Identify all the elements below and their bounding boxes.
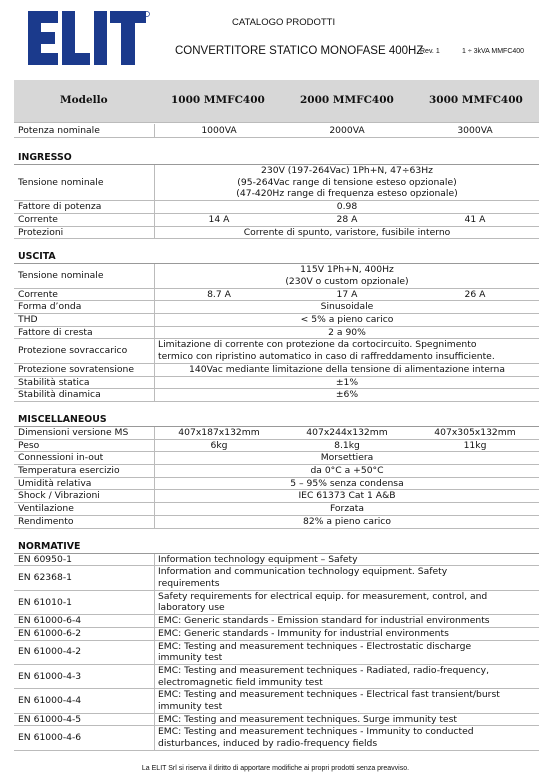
table-row xyxy=(14,689,539,713)
table-row xyxy=(14,554,539,567)
row-label: Protezione sovraccarico xyxy=(14,339,155,362)
cell: < 5% a pieno carico xyxy=(300,314,394,326)
product-code: 1 ÷ 3kVA MMFC400 xyxy=(462,48,525,55)
cell: 0.98 xyxy=(336,201,358,213)
table-row xyxy=(14,641,539,665)
table-row xyxy=(14,314,539,327)
table-row xyxy=(14,628,539,641)
table-row xyxy=(14,339,539,363)
table-row xyxy=(14,478,539,491)
cell: Limitazione di corrente con protezione da cortocircuito. Spegnimento xyxy=(158,339,477,351)
standard-code: EN 62368-1 xyxy=(14,566,155,589)
cell: Corrente di spunto, varistore, fusibile interno xyxy=(243,226,451,238)
standard-description xyxy=(155,641,539,664)
cell: 115V 1Ph+N, 400Hz xyxy=(300,264,394,276)
row-label: Corrente xyxy=(14,214,155,226)
row-label: Ventilazione xyxy=(14,503,155,515)
table-row xyxy=(14,665,539,689)
table-row xyxy=(14,452,539,465)
standard-code: EN 61010-1 xyxy=(14,591,155,614)
row-label: Temperatura esercizio xyxy=(14,465,155,477)
table-row xyxy=(14,214,539,227)
cell: disturbances, induced by radio-frequency fields xyxy=(158,738,378,750)
cell: 2 a 90% xyxy=(328,326,366,338)
row-label: Stabilità dinamica xyxy=(14,389,155,401)
cell: ±1% xyxy=(335,376,359,388)
row-label: Shock / Vibrazioni xyxy=(14,490,155,502)
cell: immunity test xyxy=(158,652,223,664)
cell: EMC: Testing and measurement techniques - Immunity to conducted xyxy=(158,726,474,738)
row-label: Protezioni xyxy=(14,227,155,239)
table-row xyxy=(14,389,539,402)
row-label: Dimensioni versione MS xyxy=(14,427,155,439)
table-row xyxy=(14,301,539,314)
cell: requirements xyxy=(158,577,220,589)
section-title-ingresso: INGRESSO xyxy=(14,152,539,165)
cell: da 0°C a +50°C xyxy=(310,465,384,477)
cell: 11kg xyxy=(463,439,487,451)
section-title-normative: NORMATIVE xyxy=(14,541,539,554)
cell: 140Vac mediante limitazione della tensione di alimentazione interna xyxy=(189,363,505,375)
cell: EMC: Generic standards - Emission standard for industrial environments xyxy=(158,615,490,627)
spec-table xyxy=(14,122,539,751)
row-label: Protezione sovratensione xyxy=(14,364,155,376)
table-row xyxy=(14,165,539,201)
table-row xyxy=(14,465,539,478)
cell: Forzata xyxy=(329,503,365,515)
table-row xyxy=(14,124,539,138)
standard-description xyxy=(155,615,539,627)
table-row xyxy=(14,516,539,529)
cell: 26 A xyxy=(464,288,486,300)
normative-list xyxy=(14,554,539,751)
row-label: Fattore di cresta xyxy=(14,327,155,339)
cell: 28 A xyxy=(336,213,358,225)
section-title-uscita: USCITA xyxy=(14,251,539,264)
cell: (47-420Hz range di frequenza esteso opzionale) xyxy=(236,188,458,200)
table-row xyxy=(14,566,539,590)
model-2: 2000 MMFC400 xyxy=(300,94,394,106)
cell: ±6% xyxy=(335,389,359,401)
cell: 407x244x132mm xyxy=(306,426,388,438)
row-label: Rendimento xyxy=(14,516,155,528)
standard-description xyxy=(155,554,539,566)
standard-code: EN 61000-4-6 xyxy=(14,726,155,749)
standard-code: EN 61000-4-5 xyxy=(14,714,155,726)
catalog-label: CATALOGO PRODOTTI xyxy=(232,17,336,28)
cell: Information and communication technology equipment. Safety xyxy=(158,566,448,578)
table-row xyxy=(14,327,539,340)
table-row xyxy=(14,227,539,240)
standard-code: EN 61000-6-4 xyxy=(14,615,155,627)
cell: 1000VA xyxy=(201,125,237,136)
standard-code: EN 61000-4-2 xyxy=(14,641,155,664)
table-row xyxy=(14,490,539,503)
cell: IEC 61373 Cat 1 A&B xyxy=(298,490,396,502)
table-row xyxy=(14,714,539,727)
cell: Information technology equipment – Safety xyxy=(158,553,358,565)
section-title-misc: MISCELLANEOUS xyxy=(14,414,539,427)
table-row xyxy=(14,427,539,440)
cell: Safety requirements for electrical equip. for measurement, control, and xyxy=(158,590,488,602)
cell: Sinusoidale xyxy=(320,301,374,313)
table-row xyxy=(14,201,539,214)
cell: 407x305x132mm xyxy=(434,426,516,438)
standard-code: EN 61000-6-2 xyxy=(14,628,155,640)
cell: 8.7 A xyxy=(207,288,231,300)
row-label: Tensione nominale xyxy=(14,264,155,287)
standard-description xyxy=(155,628,539,640)
standard-code: EN 61000-4-3 xyxy=(14,665,155,688)
standard-description xyxy=(155,566,539,589)
table-row xyxy=(14,289,539,302)
row-label: Forma d’onda xyxy=(14,301,155,313)
cell: electromagnetic field immunity test xyxy=(158,676,323,688)
row-label: Umidità relativa xyxy=(14,478,155,490)
standard-description xyxy=(155,726,539,749)
cell: EMC: Testing and measurement techniques - Radiated, radio-frequency, xyxy=(158,664,490,676)
table-row xyxy=(14,615,539,628)
cell: 17 A xyxy=(336,288,358,300)
footer-note: La ELIT Srl si riserva il diritto di apportare modifiche ai propri prodotti senza preavviso. xyxy=(141,765,410,772)
document-title: CONVERTITORE STATICO MONOFASE 400HZ xyxy=(175,45,424,57)
row-label: Stabilità statica xyxy=(14,377,155,389)
cell: 2000VA xyxy=(329,125,365,136)
elit-logo xyxy=(28,11,150,65)
row-label: Connessioni in-out xyxy=(14,452,155,464)
row-label: Tensione nominale xyxy=(14,165,155,200)
cell: EMC: Generic standards - Immunity for industrial environments xyxy=(158,627,449,639)
cell: 8.1kg xyxy=(334,439,360,451)
cell: 3000VA xyxy=(457,125,493,136)
standard-description xyxy=(155,665,539,688)
models-header xyxy=(14,80,539,122)
cell: 41 A xyxy=(464,213,486,225)
row-label: Peso xyxy=(14,440,155,452)
table-row xyxy=(14,440,539,453)
table-row xyxy=(14,364,539,377)
table-row xyxy=(14,726,539,750)
cell: laboratory use xyxy=(158,602,225,614)
table-row xyxy=(14,377,539,390)
cell: termico con ripristino automatico in caso di raffreddamento insufficiente. xyxy=(158,351,495,363)
row-label: Fattore di potenza xyxy=(14,201,155,213)
model-3: 3000 MMFC400 xyxy=(429,94,523,106)
row-label: Potenza nominale xyxy=(14,124,155,137)
cell: EMC: Testing and measurement techniques. Surge immunity test xyxy=(158,713,457,725)
row-label: Corrente xyxy=(14,289,155,301)
cell: EMC: Testing and measurement techniques - Electrostatic discharge xyxy=(158,640,472,652)
cell: 407x187x132mm xyxy=(178,426,260,438)
cell: (230V o custom opzionale) xyxy=(285,275,409,287)
table-row xyxy=(14,503,539,516)
standard-code: EN 61000-4-4 xyxy=(14,689,155,712)
cell: 5 – 95% senza condensa xyxy=(290,477,404,489)
table-row xyxy=(14,264,539,288)
cell: 230V (197-264Vac) 1Ph+N, 47÷63Hz xyxy=(261,165,433,176)
cell: 14 A xyxy=(208,213,230,225)
revision-label: Rev. 1 xyxy=(420,48,440,55)
cell: 82% a pieno carico xyxy=(303,515,391,527)
standard-description xyxy=(155,714,539,726)
standard-description xyxy=(155,591,539,614)
standard-code: EN 60950-1 xyxy=(14,554,155,566)
cell: (95-264Vac range di tensione esteso opzionale) xyxy=(237,176,457,188)
cell: 6kg xyxy=(210,439,228,451)
standard-description xyxy=(155,689,539,712)
model-label: Modello xyxy=(60,94,108,106)
cell: EMC: Testing and measurement techniques - Electrical fast transient/burst xyxy=(158,689,500,701)
cell: Morsettiera xyxy=(320,452,374,464)
row-label: THD xyxy=(14,314,155,326)
model-1: 1000 MMFC400 xyxy=(171,94,265,106)
cell: immunity test xyxy=(158,701,223,713)
table-row xyxy=(14,591,539,615)
